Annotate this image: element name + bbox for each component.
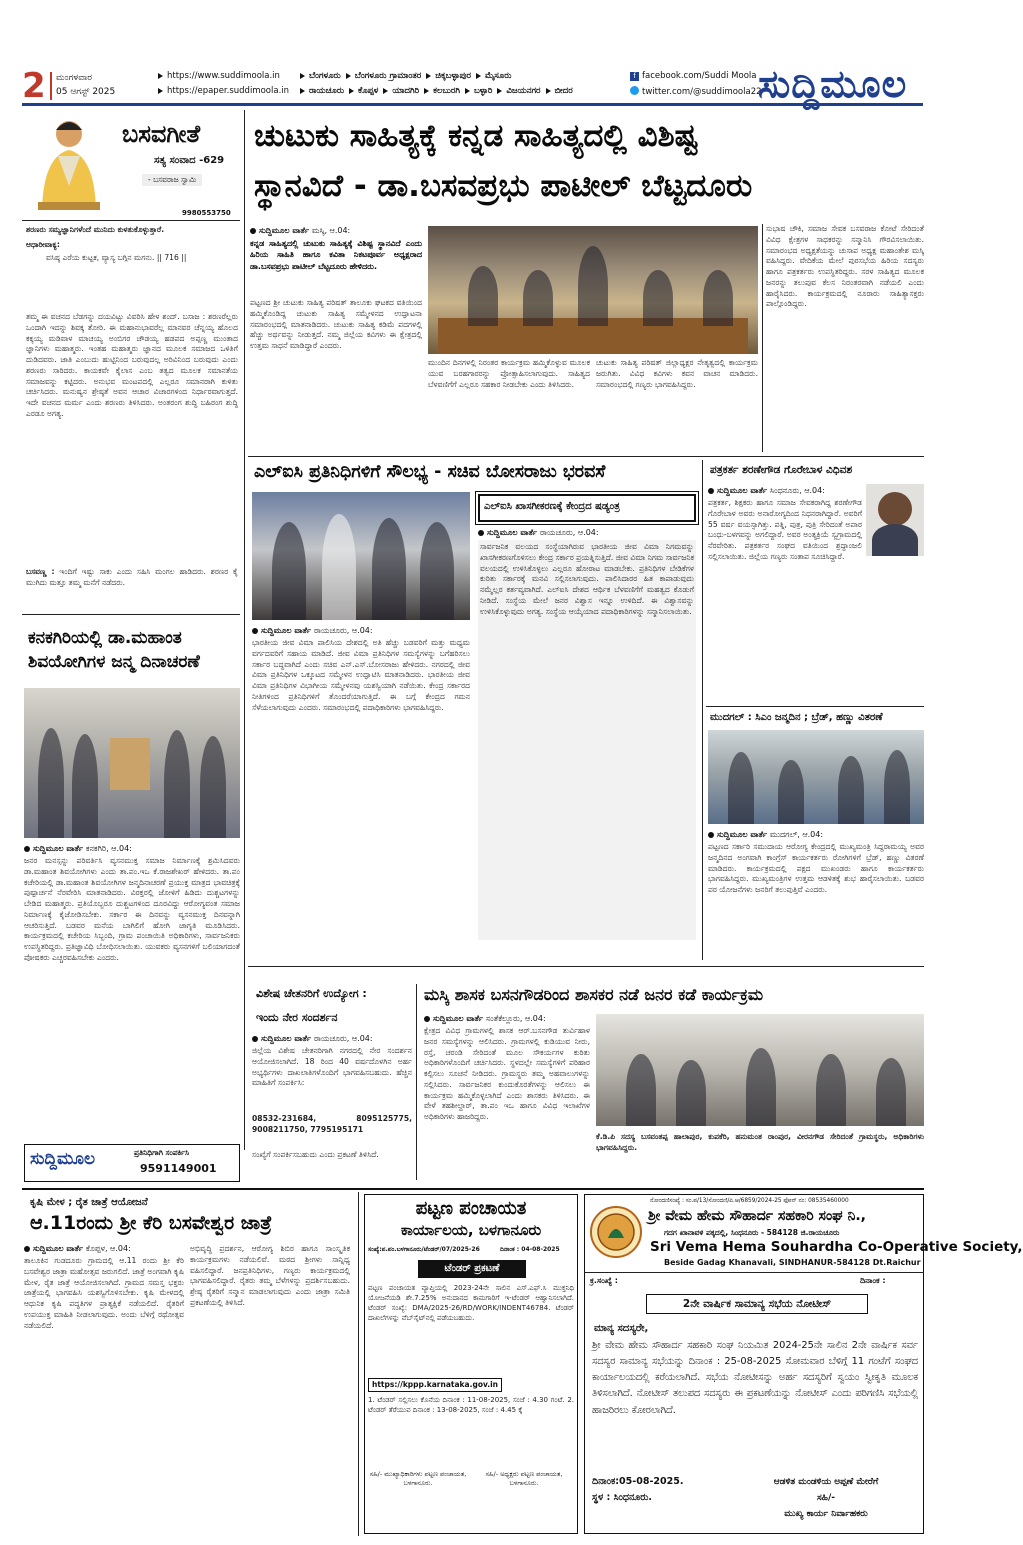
edition-bullet-icon (476, 73, 481, 79)
society-addr-en: Beside Gadag Khanavali, SINDHANUR-584128 Dt.Raichur (664, 1258, 921, 1267)
twitter-icon (630, 86, 639, 95)
twitter-link[interactable]: twitter.com/@suddimoola22 (630, 86, 762, 98)
edition-item[interactable]: ಬಳ್ಳಾರಿ (474, 86, 493, 96)
basavagite-closing: ಬಸವಣ್ಣ : ಇಂದಿಗೆ ಇಷ್ಟು ಸಾಕು ಎಂದು ಸಹಿಸಿ ಮಂಗಲ ಹಾಡಿದರು. ಶರಣರ ಕೈ ಮುಗಿದು ಮತ್ತೂ ತಮ್ಮ ಮನೆಗೆ ನಡೆದರು. (26, 567, 238, 587)
tender-ref: ಸಂಖ್ಯೆ:ಪ.ಪಂ.ಬಳಗಾನೂರು/ಟೆಂಡರ್/07/2025-26 (368, 1246, 480, 1253)
masthead-logo: ಸುದ್ದಿಮೂಲ (758, 61, 908, 106)
lead-col-4: ಸುಭಾಷ ಚೌಕಿ, ಸಮಾಜ ಸೇವಕ ಬಸವರಾಜ ಕೋಟೆ ಸೇರಿದಂತೆ ವಿವಿಧ ಕ್ಷೇತ್ರಗಳ ಸಾಧಕರನ್ನು ಸನ್ಮಾನಿಸಿ ಗೌರವಿಸಲಾಯಿತು. ಸಮಾರಂಭದ ಅಧ್ಯಕ್ಷತೆಯನ್ನು ಚುಸಾಪ ಅಧ್ಯಕ್ಷ ಮಹಾಂತೇಶ ಮಸ್ಕಿ ವಹಿಸಿದ್ದರು. ವೇದಿಕೆಯ ಮೇಲೆ ಪುರಸಭೆಯ ಹಿರಿಯ ಸದಸ್ಯರು ಹಾಗೂ ಪತ್ರಕರ್ತರು ಉಪಸ್ಥಿತರಿದ್ದರು. ಸರಳ ಸಾಹಿತ್ಯದ ಮೂಲಕ ಜನರನ್ನು ತಲುಪುವ ಕೆಲಸ ನಿರಂತರವಾಗಿ ನಡೆಯಲಿ ಎಂದು ಹಾರೈಸಿದರು. ಕಾರ್ಯಕ್ರಮದಲ್ಲಿ ನೂರಾರು ಸಾಹಿತ್ಯಾಸಕ್ತರು ಪಾಲ್ಗೊಂಡಿದ್ದರು. (766, 224, 924, 309)
jobs-phones: 08532-231684, 8095125775, 9008211750, 7795195171 (252, 1114, 412, 1134)
edition-item[interactable]: ಚಿಕ್ಕಬಳ್ಳಾಪುರ (435, 71, 471, 81)
edition-list-2 (300, 86, 578, 97)
contact-ad-brand: ಸುದ್ದಿಮೂಲ (30, 1149, 95, 1169)
jobs-byline: ಸುದ್ದಿಮೂಲ ವಾರ್ತೆ ರಾಯಚೂರು, ಆ.04: (252, 1034, 412, 1045)
mudagal-photo (708, 730, 924, 824)
maski-byline: ಸುದ್ದಿಮೂಲ ವಾರ್ತೆ ಸಂತೆಕೆಲ್ಲೂರು, ಆ.04: (424, 1014, 590, 1025)
krishi-col-2: ಅಭಿವೃದ್ಧಿ ಪ್ರದರ್ಶನ, ಆರೋಗ್ಯ ಶಿಬಿರ ಹಾಗೂ ಸಾಂಸ್ಕೃತಿಕ ಕಾರ್ಯಕ್ರಮಗಳು ನಡೆಯಲಿವೆ. ಮಠದ ಶ್ರೀಗಳು ಸಾನ್ನಿಧ್ಯ ವಹಿಸಲಿದ್ದಾರೆ. ಜನಪ್ರತಿನಿಧಿಗಳು, ಗಣ್ಯರು ಕಾರ್ಯಕ್ರಮದಲ್ಲಿ ಭಾಗವಹಿಸಲಿದ್ದಾರೆ. ರೈತರು ತಮ್ಮ ಬೆಳೆಗಳನ್ನು ಪ್ರದರ್ಶಿಸಬಹುದು. ಶ್ರೇಷ್ಠ ರೈತರಿಗೆ ಸನ್ಮಾನ ಮಾಡಲಾಗುವುದು ಎಂದು ಜಾತ್ರಾ ಸಮಿತಿ ಪ್ರಕಟಣೆಯಲ್ಲಿ ತಿಳಿಸಿದೆ. (190, 1244, 350, 1307)
edition-item[interactable]: ಯಾದಗಿರಿ (392, 86, 420, 96)
society-greet: ಮಾನ್ಯ ಸದಸ್ಯರೇ, (594, 1323, 649, 1334)
facebook-link[interactable]: f facebook.com/Suddi Moola (630, 71, 756, 82)
society-sign-1: ಆಡಳಿತ ಮಂಡಳಿಯ ಅಪ್ಪಣೆ ಮೇರೆಗೆ (773, 1477, 879, 1487)
lic-byline-2: ಸುದ್ದಿಮೂಲ ವಾರ್ತೆ ರಾಯಚೂರು, ಆ.04: (478, 528, 696, 539)
society-name-kn: ಶ್ರೀ ವೇಮ ಹೇಮ ಸೌಹಾರ್ದ ಸಹಕಾರಿ ಸಂಘ ನಿ., (648, 1208, 866, 1224)
issue-date: 05 ಆಗಸ್ಟ್ 2025 (56, 87, 116, 97)
lead-headline-1: ಚುಟುಕು ಸಾಹಿತ್ಯಕ್ಕೆ ಕನ್ನಡ ಸಾಹಿತ್ಯದಲ್ಲಿ ವಿಶಿಷ್ಟ (254, 118, 698, 154)
journalist-headline: ಪತ್ರಕರ್ತ ಶರಣೇಗೌಡ ಗೊರೇಬಾಳ ವಿಧಿವಶ (710, 464, 853, 476)
society-logo (590, 1206, 642, 1258)
tender-office-1: ಪಟ್ಟಣ ಪಂಚಾಯತ (415, 1198, 527, 1219)
edition-bullet-icon (465, 88, 470, 94)
kanakagiri-headline-2: ಶಿವಯೋಗಿಗಳ ಜನ್ಮ ದಿನಾಚರಣೆ (28, 652, 200, 672)
edition-bullet-icon (346, 73, 351, 79)
society-name-en: Sri Vema Hema Souhardha Co-Operative Society, (650, 1239, 1023, 1255)
edition-bullet-icon (383, 88, 388, 94)
edition-bullet-icon (497, 88, 502, 94)
edition-item[interactable]: ಬೆಂಗಳೂರು ಗ್ರಾಮಾಂತರ (354, 71, 422, 81)
basavagite-title: ಬಸವಗೀತೆ (122, 119, 201, 148)
edition-list-1 (300, 71, 516, 82)
epaper-link[interactable]: https://epaper.suddimoola.in (158, 86, 289, 97)
society-sign-2: ಸಹಿ/- (817, 1493, 835, 1503)
author-tag: - ಬಸವರಾಜ ಸ್ವಾಮಿ (142, 174, 202, 186)
edition-item[interactable]: ರಾಯಚೂರು (309, 86, 345, 96)
tender-banner: ಟೆಂಡರ್ ಪ್ರಕಟಣೆ (418, 1260, 526, 1278)
journalist-byline: ಸುದ್ದಿಮೂಲ ವಾರ್ತೆ ಸಿಂಧನೂರು, ಆ.04: (708, 486, 864, 497)
society-reg: ನೋಂದಣಿಸಂಖ್ಯೆ : ಸಂ.ಪ/13/ಸೋಂದಣಿ/ಪಿ.ಆ/6859/2024-25 ಫೋನ್ ನಂ: 08535460000 (650, 1198, 849, 1204)
basavagite-column (22, 112, 240, 612)
lead-byline: ಸುದ್ದಿಮೂಲ ವಾರ್ತೆ ಮಸ್ಕಿ, ಆ.04: (250, 226, 420, 237)
basavagite-verse: ವಸಿಷ್ಠ ಎರೆಯ ಕುಟ್ಟಕ, ವ್ಯಾಸ್ಯ ಬಗ್ಗಿನ ಮಗನು. || 716 || (46, 253, 187, 262)
lead-col-1: ಪಟ್ಟಣದ ಶ್ರೀ ಚುಟುಕು ಸಾಹಿತ್ಯ ಪರಿಷತ್ ತಾಲೂಕು ಘಟಕದ ವತಿಯಿಂದ ಹಮ್ಮಿಕೊಂಡಿದ್ದ ಚುಟುಕು ಸಾಹಿತ್ಯ ಸಮ್ಮೇಳನದ ಉದ್ಘಾಟನಾ ಸಮಾರಂಭದಲ್ಲಿ ಮಾತನಾಡಿದರು. ಚುಟುಕು ಸಾಹಿತ್ಯ ಕಡಿಮೆ ಪದಗಳಲ್ಲಿ ಹೆಚ್ಚು ಅರ್ಥವನ್ನು ನೀಡುತ್ತದೆ. ನಮ್ಮ ಜಿಲ್ಲೆಯ ಕವಿಗಳು ಈ ಕ್ಷೇತ್ರದಲ್ಲಿ ಉತ್ತಮ ಸಾಧನೆ ಮಾಡಿದ್ದಾರೆ ಎಂದರು. (250, 298, 422, 351)
tender-sign-left: ಸಹಿ/- ಮುಖ್ಯಾಧಿಕಾರಿಗಳು ಪಟ್ಟಣ ಪಂಚಾಯತ, ಬಳಗಾನೂರು. (369, 1470, 467, 1488)
edition-bullet-icon (300, 88, 305, 94)
society-ref-label: ಕ್ರ.ಸಂಖ್ಯೆ : (590, 1276, 618, 1285)
mudagal-headline: ಮುದಗಲ್ : ಸಿಎಂ ಜನ್ಮದಿನ ; ಬ್ರೆಡ್, ಹಣ್ಣು ವಿತರಣೆ (710, 712, 883, 723)
society-place: ಸ್ಥಳ : ಸಿಂಧನೂರು. (592, 1492, 652, 1503)
edition-bullet-icon (424, 88, 429, 94)
krishi-col-1: ತಾಲೂಕಿನ ಗುಡದೂರು ಗ್ರಾಮದಲ್ಲಿ ಆ.11 ರಂದು ಶ್ರೀ ಕೆರಿ ಬಸವೇಶ್ವರ ಜಾತ್ರಾ ಮಹೋತ್ಸವ ಜರುಗಲಿದೆ. ಜಾತ್ರೆ ಅಂಗವಾಗಿ ಕೃಷಿ ಮೇಳ, ರೈತ ಜಾತ್ರೆ ಆಯೋಜಿಸಲಾಗಿದೆ. ಗ್ರಾಮದ ಸಮಸ್ತ ಭಕ್ತರು ಜಾತ್ರೆಯಲ್ಲಿ ಭಾಗವಹಿಸಿ ಯಶಸ್ವಿಗೊಳಿಸಬೇಕು. ಕೃಷಿ ಮೇಳದಲ್ಲಿ ಆಧುನಿಕ ಕೃಷಿ ಪದ್ಧತಿಗಳ ಪ್ರಾತ್ಯಕ್ಷಿಕೆ ನಡೆಯಲಿದೆ. ರೈತರಿಗೆ ಉಪಯುಕ್ತ ಮಾಹಿತಿ ನೀಡಲಾಗುವುದು. ಅಂದು ಬೆಳಿಗ್ಗೆ ರಥೋತ್ಸವ ನಡೆಯಲಿದೆ. (24, 1256, 184, 1330)
kanakagiri-photo (24, 688, 240, 838)
edition-bullet-icon (300, 73, 305, 79)
edition-item[interactable]: ಬೆಂಗಳೂರು (309, 71, 341, 81)
lead-headline-2: ಸ್ಥಾನವಿದೆ - ಡಾ.ಬಸವಪ್ರಭು ಪಾಟೀಲ್ ಬೆಟ್ಟದೂರು (254, 168, 753, 204)
lic-headline: ಎಲ್ಐಸಿ ಪ್ರತಿನಿಧಿಗಳಿಗೆ ಸೌಲಭ್ಯ - ಸಚಿವ ಬೋಸರಾಜು ಭರವಸೆ (254, 462, 606, 482)
society-date-label: ದಿನಾಂಕ : (860, 1276, 886, 1285)
tender-office-2: ಕಾರ್ಯಾಲಯ, ಬಳಗಾನೂರು (400, 1221, 542, 1239)
lic-col-2: ಸಾರ್ವಜನಿಕ ವಲಯದ ಸಂಸ್ಥೆಯಾಗಿರುವ ಭಾರತೀಯ ಜೀವ ವಿಮಾ ನಿಗಮವನ್ನು ಖಾಸಗೀಕರಣಗೊಳಿಸಲು ಕೇಂದ್ರ ಸರ್ಕಾರ ಪ್ರಯತ್ನಿಸುತ್ತಿದೆ. ಜೀವ ವಿಮಾ ನಿಗಮ ಸಾರ್ವಜನಿಕ ವಲಯದಲ್ಲಿ ಉಳಿಸಿಕೊಳ್ಳಲು ಎಲ್ಲರೂ ಹೋರಾಟ ಮಾಡಬೇಕು. ಪ್ರತಿನಿಧಿಗಳ ಬೇಡಿಕೆಗಳ ಕುರಿತು ಸರ್ಕಾರಕ್ಕೆ ಮನವಿ ಸಲ್ಲಿಸಲಾಗುವುದು. ಪಾಲಿಸಿದಾರರ ಹಿತ ಕಾಪಾಡುವುದು ನಮ್ಮೆಲ್ಲರ ಕರ್ತವ್ಯವಾಗಿದೆ. ಎಲ್ಐಸಿ ದೇಶದ ಆರ್ಥಿಕ ಬೆಳವಣಿಗೆಗೆ ಮಹತ್ವದ ಕೊಡುಗೆ ನೀಡಿದೆ. ಸಂಸ್ಥೆಯ ಮೇಲೆ ಜನರ ವಿಶ್ವಾಸ ಇನ್ನೂ ಉಳಿದಿದೆ. ಈ ವಿಶ್ವಾಸವನ್ನು ಉಳಿಸಿಕೊಳ್ಳುವುದು ಅಗತ್ಯ. ಸಂಸ್ಥೆಯ ಆಯ್ಕೆಯಾದ ಪದಾಧಿಕಾರಿಗಳನ್ನು ಸನ್ಮಾನಿಸಲಾಯಿತು. (478, 540, 696, 940)
society-date: ದಿನಾಂಕ:05-08-2025. (592, 1476, 684, 1487)
kanakagiri-headline-1: ಕನಕಗಿರಿಯಲ್ಲಿ ಡಾ.ಮಹಾಂತ (28, 628, 182, 648)
maski-text: ಕ್ಷೇತ್ರದ ವಿವಿಧ ಗ್ರಾಮಗಳಲ್ಲಿ ಶಾಸಕ ಆರ್.ಬಸನಗೌಡ ತುರ್ವಿಹಾಳ ಜನರ ಸಮಸ್ಯೆಗಳನ್ನು ಆಲಿಸಿದರು. ಗ್ರಾಮಗಳಲ್ಲಿ ಕುಡಿಯುವ ನೀರು, ರಸ್ತೆ, ಚರಂಡಿ ಸೇರಿದಂತೆ ಮೂಲ ಸೌಕರ್ಯಗಳ ಕುರಿತು ಅಧಿಕಾರಿಗಳೊಂದಿಗೆ ಚರ್ಚಿಸಿದರು. ಸ್ಥಳದಲ್ಲೇ ಸಮಸ್ಯೆಗಳಿಗೆ ಪರಿಹಾರ ಕಲ್ಪಿಸಲು ಸೂಚನೆ ನೀಡಿದರು. ಗ್ರಾಮಸ್ಥರು ತಮ್ಮ ಅಹವಾಲುಗಳನ್ನು ಸಲ್ಲಿಸಿದರು. ಸಾರ್ವಜನಿಕರ ಕುಂದುಕೊರತೆಗಳನ್ನು ಆಲಿಸಲು ಈ ಕಾರ್ಯಕ್ರಮ ಹಮ್ಮಿಕೊಳ್ಳಲಾಗಿದೆ ಎಂದು ಶಾಸಕರು ತಿಳಿಸಿದರು. ಈ ವೇಳೆ ತಹಶೀಲ್ದಾರ್, ತಾ.ಪಂ ಇಒ ಹಾಗೂ ವಿವಿಧ ಇಲಾಖೆಗಳ ಅಧಿಕಾರಿಗಳು ಹಾಜರಿದ್ದರು. (424, 1026, 590, 1122)
society-body: ಶ್ರೀ ವೇಮ ಹೇಮ ಸೌಹಾರ್ದ ಸಹಕಾರಿ ಸಂಘ ನಿಯಮಿತ 2024-25ನೇ ಸಾಲಿನ 2ನೇ ವಾರ್ಷಿಕ ಸರ್ವ ಸದಸ್ಯರ ಸಾಮಾನ್ಯ ಸಭೆಯನ್ನು ದಿನಾಂಕ : 25-08-2025 ಸೋಮವಾರ ಬೆಳಿಗ್ಗೆ 11 ಗಂಟೆಗೆ ಸಂಘದ ಕಾರ್ಯಾಲಯದಲ್ಲಿ ಕರೆಯಲಾಗಿದೆ. ಸಭೆಯ ನೋಟೀಸನ್ನು ಅರ್ಹ ಸದಸ್ಯರಿಗೆ ಸ್ವಯಂ ಸ್ವೀಕೃತಿ ಮೂಲಕ ತಿಳಿಸಲಾಗಿದೆ. ನೋಟೀಸ್ ತಲುಪದ ಸದಸ್ಯರು ಈ ಪ್ರಕಟಣೆಯನ್ನು ನೋಟೀಸ್ ಎಂದು ಪರಿಗಣಿಸಿ ಸಭೆಯಲ್ಲಿ ಹಾಜರಿರಲು ಕೋರಲಾಗಿದೆ. (592, 1340, 918, 1416)
kanakagiri-byline: ಸುದ್ದಿಮೂಲ ವಾರ್ತೆ ಕನಕಗಿರಿ, ಆ.04: (24, 844, 240, 855)
kanakagiri-text: ಜನರ ಮನಸ್ಸನ್ನು ಪರಿವರ್ತಿಸಿ ವ್ಯಸನಮುಕ್ತ ಸಮಾಜ ನಿರ್ಮಾಣಕ್ಕೆ ಶ್ರಮಿಸಿದವರು ಡಾ.ಮಹಾಂತ ಶಿವಯೋಗಿಗಳು ಎಂದು ತಾ.ಪಂ.ಇಒ ಕೆ.ರಾಜಶೇಖರ್ ಹೇಳಿದರು. ತಾ.ಪಂ ಕಚೇರಿಯಲ್ಲಿ ಡಾ.ಮಹಾಂತ ಶಿವಯೋಗಿಗಳ ಜನ್ಮದಿನಾಚರಣೆ ಪ್ರಯುಕ್ತ ಮಾತ್ರದ ಭಾವಚಿತ್ರಕ್ಕೆ ಪುಷ್ಪಾರ್ಚನೆ ನೆರವೇರಿಸಿ ಮಾತನಾಡಿದರು. ವಿರಕ್ತರಲ್ಲಿ ಜೋಳಿಗೆ ಹಿಡಿದು ದುಶ್ಚಟಗಳನ್ನು ಬೇಡಿದ ಮಹಾತ್ಮರು. ಪ್ರತಿಯೊಬ್ಬರೂ ದುಶ್ಚಟಗಳಿಂದ ದೂರವಿದ್ದು ಆರೋಗ್ಯವಂತ ಸಮಾಜ ನಿರ್ಮಾಣಕ್ಕೆ ಕೈಜೋಡಿಸಬೇಕು. ಸರ್ಕಾರ ಈ ದಿನವನ್ನು ವ್ಯಸನಮುಕ್ತ ದಿನವನ್ನಾಗಿ ಆಚರಿಸುತ್ತಿದೆ. ಬಡವರ ಮನೆಯ ಬಾಗಿಲಿಗೆ ಹೋಗಿ ಜಾಗೃತಿ ಮೂಡಿಸಿದರು. ಕಾರ್ಯಕ್ರಮದಲ್ಲಿ ಕಚೇರಿಯ ಸಿಬ್ಬಂದಿ, ಗ್ರಾಮ ಪಂಚಾಯಿತಿ ಅಧಿಕಾರಿಗಳು, ಸಾರ್ವಜನಿಕರು ಉಪಸ್ಥಿತರಿದ್ದರು. ಪ್ರತಿಜ್ಞಾವಿಧಿ ಬೋಧಿಸಲಾಯಿತು. ಯುವಕರು ವ್ಯಸನಗಳಿಗೆ ಬಲಿಯಾಗದಂತೆ ಪೋಷಕರು ಎಚ್ಚರವಹಿಸಬೇಕು ಎಂದರು. (24, 856, 240, 963)
tender-sign-right: ಸಹಿ/- ಅಧ್ಯಕ್ಷರು ಪಟ್ಟಣ ಪಂಚಾಯತ, ಬಳಗಾನೂರು. (485, 1470, 563, 1488)
basavagite-subtitle: ಸತ್ಯ ಸಂವಾದ -629 (154, 155, 225, 166)
lic-col-1: ಭಾರತೀಯ ಜೀವ ವಿಮಾ ಪಾಲಿಸಿಯ ದೇಶದಲ್ಲಿ ಅತಿ ಹೆಚ್ಚು ಬಡವರಿಗೆ ಮತ್ತು ಮಧ್ಯಮ ವರ್ಗದವರಿಗೆ ಸಹಾಯ ಮಾಡಿದೆ. ಜೀವ ವಿಮಾ ಪ್ರತಿನಿಧಿಗಳ ಸಮಸ್ಯೆಗಳನ್ನು ಬಗೆಹರಿಸಲು ಸರ್ಕಾರ ಬದ್ಧವಾಗಿದೆ ಎಂದು ಸಚಿವ ಎನ್.ಎಸ್.ಬೋಸರಾಜು ಹೇಳಿದರು. ನಗರದಲ್ಲಿ ಜೀವ ವಿಮಾ ಪ್ರತಿನಿಧಿಗಳ ಒಕ್ಕೂಟದ ಸಮ್ಮೇಳನ ಉದ್ಘಾಟಿಸಿ ಮಾತನಾಡಿದರು. ಭಾರತೀಯ ಜೀವ ವಿಮಾ ಪ್ರತಿನಿಧಿಗಳ ವಿಭಾಗೀಯ ಸಮ್ಮೇಳನವು ಯಶಸ್ವಿಯಾಗಿ ನಡೆಯಿತು. ಕೇಂದ್ರ ಸರ್ಕಾರದ ನೀತಿಗಳಿಂದ ಪ್ರತಿನಿಧಿಗಳಿಗೆ ತೊಂದರೆಯಾಗುತ್ತಿದೆ. ಈ ಬಗ್ಗೆ ಕೇಂದ್ರದ ಗಮನ ಸೆಳೆಯಲಾಗುವುದು ಎಂದರು. ಸಮಾರಂಭದಲ್ಲಿ ಪದಾಧಿಕಾರಿಗಳು ಭಾಗವಹಿಸಿದ್ದರು. (252, 638, 470, 712)
lic-photo (252, 492, 470, 620)
journalist-text: ಪತ್ರಕರ್ತ, ಶಿಕ್ಷಕರು ಹಾಗೂ ಸಮಾಜ ಸೇವಕರಾಗಿದ್ದ ಶರಣೇಗೌಡ ಗೊರೇಬಾಳ ಅವರು ಅನಾರೋಗ್ಯದಿಂದ ನಿಧನರಾಗಿದ್ದಾರೆ. ಅವರಿಗೆ 55 ವರ್ಷ ವಯಸ್ಸಾಗಿತ್ತು. ಪತ್ನಿ, ಪುತ್ರ, ಪುತ್ರಿ ಸೇರಿದಂತೆ ಅಪಾರ ಬಂಧು-ಬಳಗವನ್ನು ಅಗಲಿದ್ದಾರೆ. ಅವರ ಅಂತ್ಯಕ್ರಿಯೆ ಸ್ವಗ್ರಾಮದಲ್ಲಿ ನೆರವೇರಿತು. ಪತ್ರಕರ್ತರ ಸಂಘದ ವತಿಯಿಂದ ಶ್ರದ್ಧಾಂಜಲಿ ಸಲ್ಲಿಸಲಾಯಿತು. ಜಿಲ್ಲೆಯ ಗಣ್ಯರು ಸಂತಾಪ ಸೂಚಿಸಿದ್ದಾರೆ. (708, 498, 862, 561)
lic-subheadline: ಎಲ್ಐಸಿ ಖಾಸಗೀಕರಣಕ್ಕೆ ಕೇಂದ್ರದ ಷಡ್ಯಂತ್ರ (484, 501, 620, 512)
facebook-icon: f (630, 72, 639, 81)
edition-bullet-icon (426, 73, 431, 79)
basavagite-body: ತಮ್ಮ ಈ ವಚನದ ಬೆಡಗನ್ನು ದಯವಿಟ್ಟು ವಿವರಿಸಿ ಹೇಳ ಶಂದ್. ಬಸಾಜ : ಶರಣರೆಲ್ಲರು ಒಂದಾಗಿ ಇದನ್ನು ಶಿವಕ್ಕ ತೋರಿ. ಈ ಮಹಾನುಭಾವರೆಲ್ಲ ಮಾನವರ ಚೆನ್ನಯ್ಯ ಹೊಲದ ಕಕ್ಕಯ್ಯ ಮಡಿವಾಳ ಮಾಚಯ್ಯ ಅಂಬಿಗರ ಚೌಡಯ್ಯ ಹಡಪದ ಅಪ್ಪಣ್ಣ ಮುಂತಾದ ಜ್ಞಾನಿಗಳು ಮಹಾತ್ಮರು. ಇಂತಹ ಮಹಾತ್ಮರು ಜ್ಞಾನದ ಮೂಲಕ ಸಮಾಜದ ಒಳಿತಿಗೆ ದುಡಿದವರು. ಜಾತಿ ಎಂಬುದು ಹುಟ್ಟಿನಿಂದ ಬರುವುದಲ್ಲ ಅರಿವಿನಿಂದ ಬರುವುದು ಎಂದು ಶರಣರು ಸಾರಿದರು. ಕಾಯಕವೇ ಕೈಲಾಸ ಎಂಬ ತತ್ವದ ಮೂಲಕ ಸಮಾನತೆಯ ಸಮಾಜವನ್ನು ಕಟ್ಟಿದರು. ಅನುಭವ ಮಂಟಪದಲ್ಲಿ ಎಲ್ಲರೂ ಸಮಾನರಾಗಿ ಕುಳಿತು ಚರ್ಚಿಸಿದರು. ಮನುಷ್ಯನ ಶ್ರೇಷ್ಠತೆ ಅವನ ಆಚಾರ ವಿಚಾರಗಳಿಂದ ನಿರ್ಧಾರವಾಗುತ್ತದೆ. ಇದೇ ವಚನದ ಮರ್ಮ ಎಂದು ಶರಣರು ತಿಳಿಸಿದರು. ಅಂತರಂಗ ಶುದ್ಧಿ ಬಹಿರಂಗ ಶುದ್ಧಿ ಎರಡೂ ಅಗತ್ಯ. (26, 312, 238, 419)
maski-headline: ಮಸ್ಕಿ ಶಾಸಕ ಬಸನಗೌಡರಿಂದ ಶಾಸಕರ ನಡೆ ಜನರ ಕಡೆ ಕಾರ್ಯಕ್ರಮ (424, 985, 764, 1004)
mudagal-byline: ಸುದ್ದಿಮೂಲ ವಾರ್ತೆ ಮುದಗಲ್, ಆ.04: (708, 830, 924, 841)
edition-bullet-icon (546, 88, 551, 94)
saint-portrait (28, 116, 110, 212)
edition-item[interactable]: ವಿಜಯನಗರ (506, 86, 541, 96)
mudagal-text: ಪಟ್ಟಣದ ಸರ್ಕಾರಿ ಸಮುದಾಯ ಆರೋಗ್ಯ ಕೇಂದ್ರದಲ್ಲಿ ಮುಖ್ಯಮಂತ್ರಿ ಸಿದ್ದರಾಮಯ್ಯ ಅವರ ಜನ್ಮದಿನದ ಅಂಗವಾಗಿ ಕಾಂಗ್ರೆಸ್ ಕಾರ್ಯಕರ್ತರು ರೋಗಿಗಳಿಗೆ ಬ್ರೆಡ್, ಹಣ್ಣು ವಿತರಣೆ ಮಾಡಿದರು. ಕಾರ್ಯಕ್ರಮದಲ್ಲಿ ಪಕ್ಷದ ಮುಖಂಡರು ಹಾಗೂ ಕಾರ್ಯಕರ್ತರು ಭಾಗವಹಿಸಿದ್ದರು. ಮುಖ್ಯಮಂತ್ರಿಗಳ ಉತ್ತಮ ಆಡಳಿತಕ್ಕೆ ಶುಭ ಹಾರೈಸಲಾಯಿತು. ಬಡವರ ಪರ ಯೋಜನೆಗಳು ಜನರಿಗೆ ತಲುಪುತ್ತಿವೆ ಎಂದರು. (708, 842, 924, 895)
basavagite-section: ಆಧಾರೀವಾಕ್ಯ: (26, 240, 60, 249)
page-number: 2 (22, 66, 46, 106)
maski-photo (596, 1014, 924, 1126)
lic-byline: ಸುದ್ದಿಮೂಲ ವಾರ್ತೆ ರಾಯಚೂರು, ಆ.04: (252, 626, 470, 637)
maski-caption: ಕೆ.ಡಿ.ಪಿ ಸದಸ್ಯ ಬಸವಂತಪ್ಪ ಹಾಲಾಪುರ, ಕುಪಕೆರಿ, ಹನುಮಂತ ರಾಂಪುರ, ವೀರನಗೌಡ ಸೇರಿದಂತೆ ಗ್ರಾಮಸ್ಥರು, ಅಧಿಕಾರಿಗಳು ಭಾಗವಹಿಸಿದ್ದರು. (596, 1132, 924, 1152)
edition-item[interactable]: ಕೊಪ್ಪಳ (358, 86, 379, 96)
contact-ad-phone: 9591149001 (140, 1162, 217, 1175)
author-phone: 9980553750 (182, 209, 231, 217)
society-addr-kn: ಗದಗ ಖಾನಾವಳಿ ಪಕ್ಕದಲ್ಲಿ, ಸಿಂಧನೂರು - 584128 ಜಿ.ರಾಯಚೂರು (664, 1228, 840, 1237)
tender-date: ದಿನಾಂಕ : 04-08-2025 (500, 1246, 560, 1253)
jobs-headline-2: ಇಂದು ನೇರ ಸಂದರ್ಶನ (256, 1011, 338, 1024)
edition-item[interactable]: ಮೈಸೂರು (484, 71, 512, 81)
krishi-kicker: ಕೃಷಿ ಮೇಳ ; ರೈತ ಜಾತ್ರೆ ಆಯೋಜನೆ (30, 1197, 148, 1208)
krishi-headline: ಆ.11ರಂದು ಶ್ರೀ ಕೆರಿ ಬಸವೇಶ್ವರ ಜಾತ್ರೆ (30, 1212, 272, 1234)
tender-url[interactable]: https://kppp.karnataka.gov.in (368, 1378, 502, 1392)
edition-item[interactable]: ಬೀದರ (554, 86, 573, 96)
tender-body: ಪಟ್ಟಣ ಪಂಚಾಯತ ವ್ಯಾಪ್ತಿಯಲ್ಲಿ 2023-24ನೇ ಸಾಲಿನ ಎಸ್.ಎಫ್.ಸಿ ಮುಕ್ತನಿಧಿ ಯೋಜನೆಯಡಿ ಶೇ.7.25% ಅನುದಾನದ ಕಾಮಗಾರಿಗೆ ಇ-ಟೆಂಡರ್ ಆಹ್ವಾನಿಸಲಾಗಿದೆ. ಟೆಂಡರ್ ಸಂಖ್ಯೆ: DMA/2025-26/RD/WORK/INDENT46784. ಟೆಂಡರ್ ದಾಖಲೆಗಳನ್ನು ವೆಬ್‌ಸೈಟ್‌ನಲ್ಲಿ ಪಡೆಯಬಹುದು. (368, 1284, 574, 1322)
edition-item[interactable]: ಕಲಬುರಗಿ (433, 86, 461, 96)
issue-day: ಮಂಗಳವಾರ (56, 73, 93, 83)
edition-bullet-icon (349, 88, 354, 94)
lead-kicker: ಕನ್ನಡ ಸಾಹಿತ್ಯದಲ್ಲಿ ಚುಟುಕು ಸಾಹಿತ್ಯಕ್ಕೆ ವಿಶಿಷ್ಟ ಸ್ಥಾನವಿದೆ ಎಂದು ಹಿರಿಯ ಸಾಹಿತಿ ಹಾಗೂ ಕವಿತಾ ನಿಕಟಪೂರ್ವ ಅಧ್ಯಕ್ಷರಾದ ಡಾ.ಬಸವಪ್ರಭು ಪಾಟೀಲ್ ಬೆಟ್ಟದೂರು ಹೇಳಿದರು. (250, 239, 422, 271)
lead-photo (428, 226, 758, 354)
basavagite-intro: ಶರಣರು ಸಮ್ಯಜ್ಞಾನಿಗಳೆಂದೆ ಮುನಿದು ಕುಳತುಕೊಳ್ಳುತ್ತಾರೆ. (26, 225, 165, 234)
society-banner: 2ನೇ ವಾರ್ಷಿಕ ಸಾಮಾನ್ಯ ಸಭೆಯ ನೋಟೀಸ್ (646, 1294, 868, 1314)
society-sign-3: ಮುಖ್ಯ ಕಾರ್ಯ ನಿರ್ವಾಹಕರು (784, 1509, 868, 1519)
lead-col-3: ಚುಟುಕು ಸಾಹಿತ್ಯ ಪರಿಷತ್ ಜಿಲ್ಲಾಧ್ಯಕ್ಷರ ನೇತೃತ್ವದಲ್ಲಿ ಕಾರ್ಯಕ್ರಮ ಜರುಗಿತು. ವಿವಿಧ ಕವಿಗಳು ಕವನ ವಾಚನ ಮಾಡಿದರು. ಸಮಾರಂಭದಲ್ಲಿ ಗಣ್ಯರು ಭಾಗವಹಿಸಿದ್ದರು. (596, 358, 758, 389)
website-link[interactable]: https://www.suddimoola.in (158, 71, 280, 82)
jobs-text: ಜಿಲ್ಲೆಯ ವಿಶೇಷ ಚೇತನರಿಗಾಗಿ ನಗರದಲ್ಲಿ ನೇರ ಸಂದರ್ಶನ ಆಯೋಜಿಸಲಾಗಿದೆ. 18 ರಿಂದ 40 ವರ್ಷದೊಳಗಿನ ಅರ್ಹ ಅಭ್ಯರ್ಥಿಗಳು ದಾಖಲಾತಿಗಳೊಂದಿಗೆ ಭಾಗವಹಿಸಬಹುದು. ಹೆಚ್ಚಿನ ಮಾಹಿತಿಗೆ ಸಂಪರ್ಕಿಸಿ: (252, 1046, 412, 1088)
krishi-byline: ಸುದ್ದಿಮೂಲ ವಾರ್ತೆ ಕೊಪ್ಪಳ, ಆ.04: (24, 1244, 184, 1255)
journalist-photo (866, 484, 924, 556)
contact-ad-label: ಪ್ರತಿನಿಧಿಗಾಗಿ ಸಂಪರ್ಕಿಸಿ (134, 1148, 190, 1157)
jobs-closing: ಸಂಖ್ಯೆಗೆ ಸಂಪರ್ಕಿಸಬಹುದು ಎಂದು ಪ್ರಕಟಣೆ ತಿಳಿಸಿದೆ. (252, 1150, 379, 1159)
lead-col-2: ಮುಂದಿನ ದಿನಗಳಲ್ಲಿ ನಿರಂತರ ಕಾರ್ಯಕ್ರಮ ಹಮ್ಮಿಕೊಳ್ಳುವ ಮೂಲಕ ಯುವ ಬರಹಗಾರರನ್ನು ಪ್ರೋತ್ಸಾಹಿಸಲಾಗುವುದು. ಸಾಹಿತ್ಯದ ಬೆಳವಣಿಗೆಗೆ ಎಲ್ಲರೂ ಸಹಕಾರ ನೀಡಬೇಕು ಎಂದು ತಿಳಿಸಿದರು. (428, 358, 590, 389)
tender-dates: 1. ಟೆಂಡರ್ ಸಲ್ಲಿಸಲು ಕೊನೆಯ ದಿನಾಂಕ : 11-08-2025, ಸಂಜೆ : 4.30 ಗಂಟೆ. 2. ಟೆಂಡರ್ ತೆರೆಯುವ ದಿನಾಂಕ : 13-08-2025, ಸಂಜೆ : 4.45 ಕ್ಕೆ (368, 1396, 574, 1414)
jobs-headline-1: ವಿಶೇಷ ಚೇತನರಿಗೆ ಉದ್ಯೋಗ : (256, 987, 367, 1000)
